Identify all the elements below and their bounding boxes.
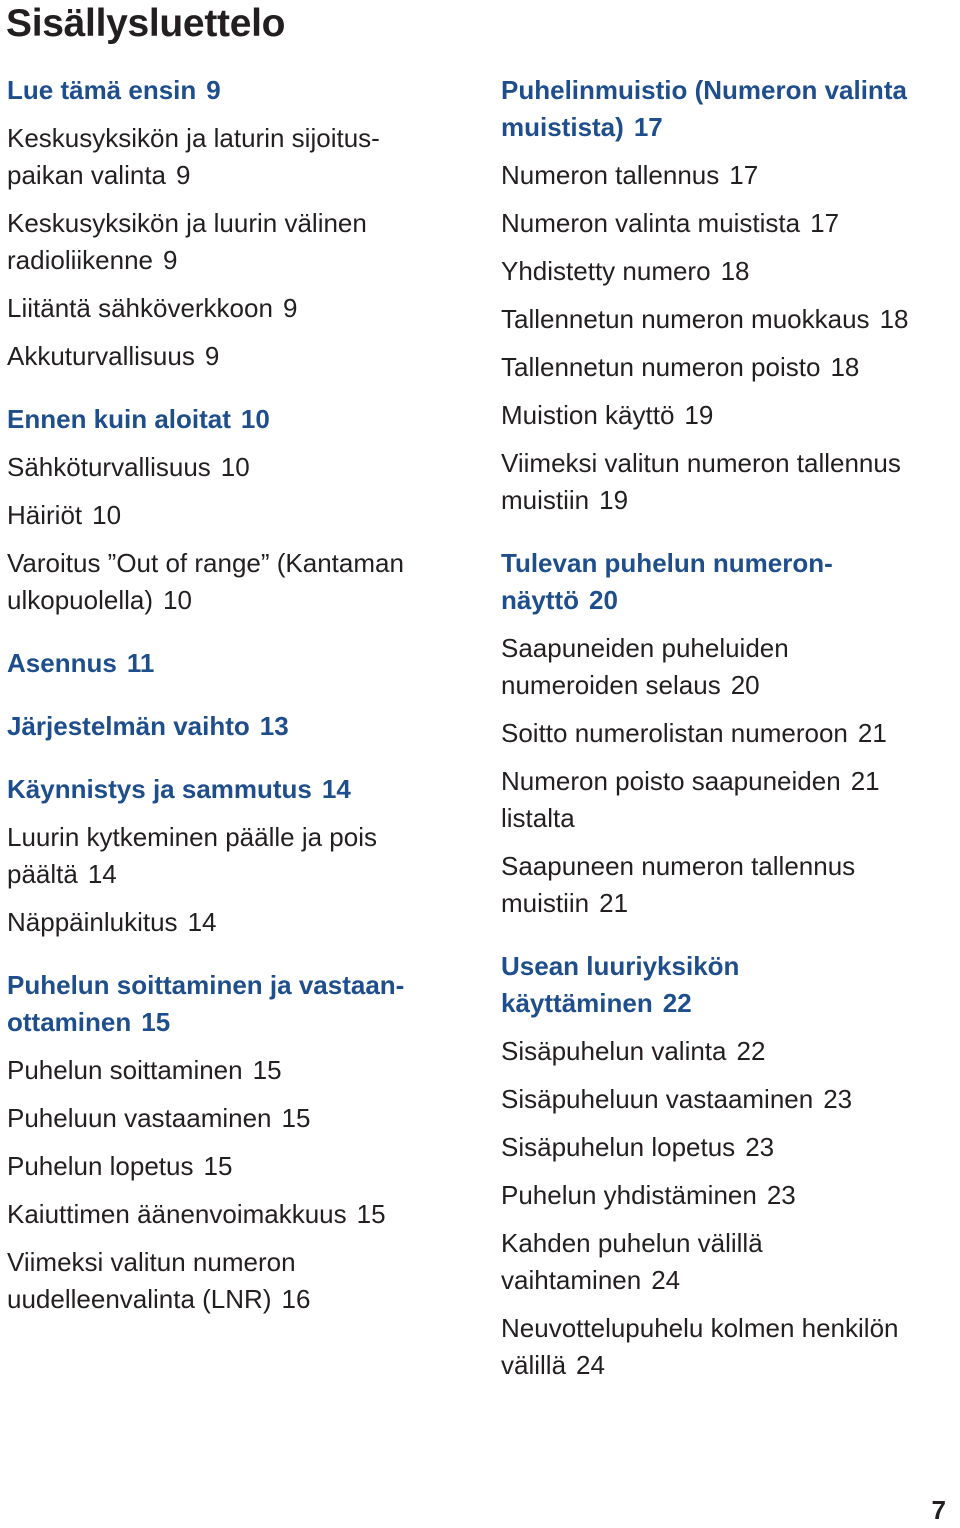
toc-page-number: 18 [720, 256, 750, 286]
toc-page-number: 23 [823, 1084, 853, 1114]
toc-page-number: 24 [651, 1265, 681, 1295]
toc-column-left [7, 72, 477, 1329]
toc-section-heading [7, 72, 477, 109]
toc-page-number: 9 [176, 160, 191, 190]
toc-entry-text: Puhelinmuistio (Numeron valinta [501, 75, 907, 105]
toc-page-number: 9 [162, 245, 178, 275]
toc-entry-text: välillä [501, 1350, 567, 1380]
toc-page-number: 21 [857, 718, 887, 748]
toc-page-number: 15 [356, 1199, 386, 1229]
toc-entry [7, 497, 477, 534]
toc-entry-text: Numeron valinta muistista [501, 208, 801, 238]
toc-page-number: 10 [92, 500, 122, 530]
toc-entry [7, 545, 477, 619]
toc-page-number: 14 [187, 907, 217, 937]
toc-entry-text: Saapuneen numeron tallennus [501, 851, 856, 881]
toc-entry [7, 449, 477, 486]
toc-column-right [501, 72, 960, 1395]
toc-page-number: 15 [141, 1007, 171, 1037]
toc-page-number: 21 [850, 766, 880, 796]
toc-page-number: 15 [281, 1103, 311, 1133]
toc-entry [501, 205, 960, 242]
toc-page-number: 17 [633, 112, 663, 142]
toc-entry-text: Muistion käyttö [501, 400, 675, 430]
toc-entry-text: Tallennetun numeron muokkaus [501, 304, 870, 334]
toc-entry-text: vaihtaminen [501, 1265, 642, 1295]
toc-page-number: 20 [589, 585, 618, 615]
toc-entry-text: Sisäpuhelun valinta [501, 1036, 727, 1066]
toc-entry [7, 904, 477, 941]
toc-entry [501, 445, 960, 519]
toc-entry-text: Luurin kytkeminen päälle ja pois [7, 822, 377, 852]
toc-entry-text: Puheluun vastaaminen [7, 1103, 272, 1133]
toc-page-number: 15 [252, 1055, 282, 1085]
toc-entry-text: Käynnistys ja sammutus [7, 774, 312, 804]
toc-entry-text: Yhdistetty numero [501, 256, 711, 286]
toc-page-number: 24 [576, 1350, 605, 1380]
toc-entry-text: listalta [501, 803, 575, 833]
toc-entry [7, 290, 477, 327]
toc-entry-text: Saapuneiden puheluiden [501, 633, 789, 663]
toc-entry [501, 157, 960, 194]
toc-entry-text: Numeron tallennus [501, 160, 720, 190]
toc-page-number: 10 [220, 452, 250, 482]
toc-entry [501, 349, 960, 386]
toc-page-number: 10 [162, 585, 192, 615]
toc-entry-text: Akkuturvallisuus [7, 341, 195, 371]
toc-entry-text: Keskusyksikön ja luurin välinen [7, 208, 367, 238]
toc-entry-text: Asennus [7, 648, 117, 678]
toc-entry [501, 253, 960, 290]
toc-entry [501, 763, 960, 837]
toc-entry [7, 205, 477, 279]
toc-page-number: 9 [206, 75, 221, 105]
toc-entry-text: näyttö [501, 585, 579, 615]
toc-entry [501, 1310, 960, 1384]
toc-entry-text: Sisäpuheluun vastaaminen [501, 1084, 814, 1114]
toc-page-number: 17 [729, 160, 759, 190]
toc-entry-text: Puhelun yhdistäminen [501, 1180, 757, 1210]
toc-entry-text: muistista) [501, 112, 624, 142]
toc-entry-text: Kaiuttimen äänenvoimakkuus [7, 1199, 347, 1229]
toc-page-number: 22 [662, 988, 692, 1018]
toc-page-number: 22 [736, 1036, 766, 1066]
toc-page-number: 21 [599, 888, 629, 918]
toc-section-heading [7, 771, 477, 808]
toc-entry-text: Kahden puhelun välillä [501, 1228, 763, 1258]
toc-entry-text: muistiin [501, 485, 590, 515]
toc-entry-text: Ennen kuin aloitat [7, 404, 231, 434]
toc-page-number: 13 [259, 711, 289, 741]
toc-entry [7, 338, 477, 375]
toc-page-number: 17 [810, 208, 840, 238]
toc-entry-text: Keskusyksikön ja laturin sijoitus- [7, 123, 380, 153]
toc-page-number: 14 [87, 859, 117, 889]
toc-entry [501, 848, 960, 922]
toc-section-heading [501, 545, 960, 619]
toc-entry [7, 1100, 477, 1137]
toc-entry [501, 715, 960, 752]
toc-entry-text: Näppäinlukitus [7, 907, 178, 937]
toc-entry-text: Puhelun soittaminen [7, 1055, 243, 1085]
toc-entry [501, 1081, 960, 1118]
toc-entry-text: Numeron poisto saapuneiden [501, 766, 841, 796]
toc-entry-text: Usean luuriyksikön [501, 951, 740, 981]
toc-page-number: 20 [730, 670, 760, 700]
toc-entry [501, 1129, 960, 1166]
toc-entry-text: Lue tämä ensin [7, 75, 197, 105]
toc-page-number: 18 [879, 304, 909, 334]
toc-entry-text: Neuvottelupuhelu kolmen henkilön [501, 1313, 899, 1343]
toc-entry-text: Liitäntä sähköverkkoon [7, 293, 273, 323]
toc-page-number: 10 [240, 404, 270, 434]
toc-entry-text: ulkopuolella) [7, 585, 153, 615]
toc-entry [7, 1148, 477, 1185]
toc-entry [501, 301, 960, 338]
toc-entry-text: numeroiden selaus [501, 670, 721, 700]
toc-section-heading [7, 401, 477, 438]
toc-entry [501, 1225, 960, 1299]
toc-page-number: 16 [281, 1284, 311, 1314]
toc-entry-text: Tallennetun numeron poisto [501, 352, 821, 382]
toc-section-heading [7, 645, 477, 682]
toc-page-number: 23 [766, 1180, 796, 1210]
toc-entry-text: Soitto numerolistan numeroon [501, 718, 848, 748]
toc-page-number: 15 [203, 1151, 233, 1181]
toc-entry-text: paikan valinta [7, 160, 166, 190]
toc-page-number: 19 [684, 400, 714, 430]
toc-entry [7, 819, 477, 893]
toc-entry [501, 397, 960, 434]
toc-entry [501, 1177, 960, 1214]
toc-section-heading [7, 967, 477, 1041]
toc-entry-text: Viimeksi valitun numeron tallennus [501, 448, 901, 478]
toc-entry [7, 120, 477, 194]
toc-page-number: 23 [745, 1132, 775, 1162]
toc-entry-text: Sisäpuhelun lopetus [501, 1132, 736, 1162]
toc-entry [7, 1052, 477, 1089]
toc-page-number: 11 [126, 648, 155, 678]
toc-entry-text: Järjestelmän vaihto [7, 711, 250, 741]
toc-entry-text: ottaminen [7, 1007, 132, 1037]
toc-entry-text: muistiin [501, 888, 590, 918]
toc-page-number: 19 [599, 485, 629, 515]
toc-section-heading [501, 948, 960, 1022]
toc-entry-text: Puhelun soittaminen ja vastaan- [7, 970, 405, 1000]
page-title: Sisällysluettelo [6, 2, 286, 45]
toc-entry-text: päältä [7, 859, 78, 889]
toc-entry-text: Sähköturvallisuus [7, 452, 211, 482]
toc-entry [501, 1033, 960, 1070]
toc-section-heading [501, 72, 960, 146]
toc-entry-text: Varoitus ”Out of range” (Kantaman [7, 548, 404, 578]
toc-entry [7, 1196, 477, 1233]
page-number: 7 [931, 1495, 946, 1525]
toc-entry [501, 630, 960, 704]
toc-page-number: 9 [204, 341, 220, 371]
toc-entry [7, 1244, 477, 1318]
toc-section-heading [7, 708, 477, 745]
toc-page-number: 14 [321, 774, 351, 804]
toc-entry-text: Tulevan puhelun numeron- [501, 548, 833, 578]
toc-entry-text: käyttäminen [501, 988, 653, 1018]
toc-entry-text: Häiriöt [7, 500, 83, 530]
toc-entry-text: Viimeksi valitun numeron [7, 1247, 296, 1277]
toc-page-number: 18 [830, 352, 860, 382]
toc-entry-text: Puhelun lopetus [7, 1151, 194, 1181]
toc-page-number: 9 [282, 293, 298, 323]
toc-entry-text: radioliikenne [7, 245, 153, 275]
toc-entry-text: uudelleenvalinta (LNR) [7, 1284, 272, 1314]
